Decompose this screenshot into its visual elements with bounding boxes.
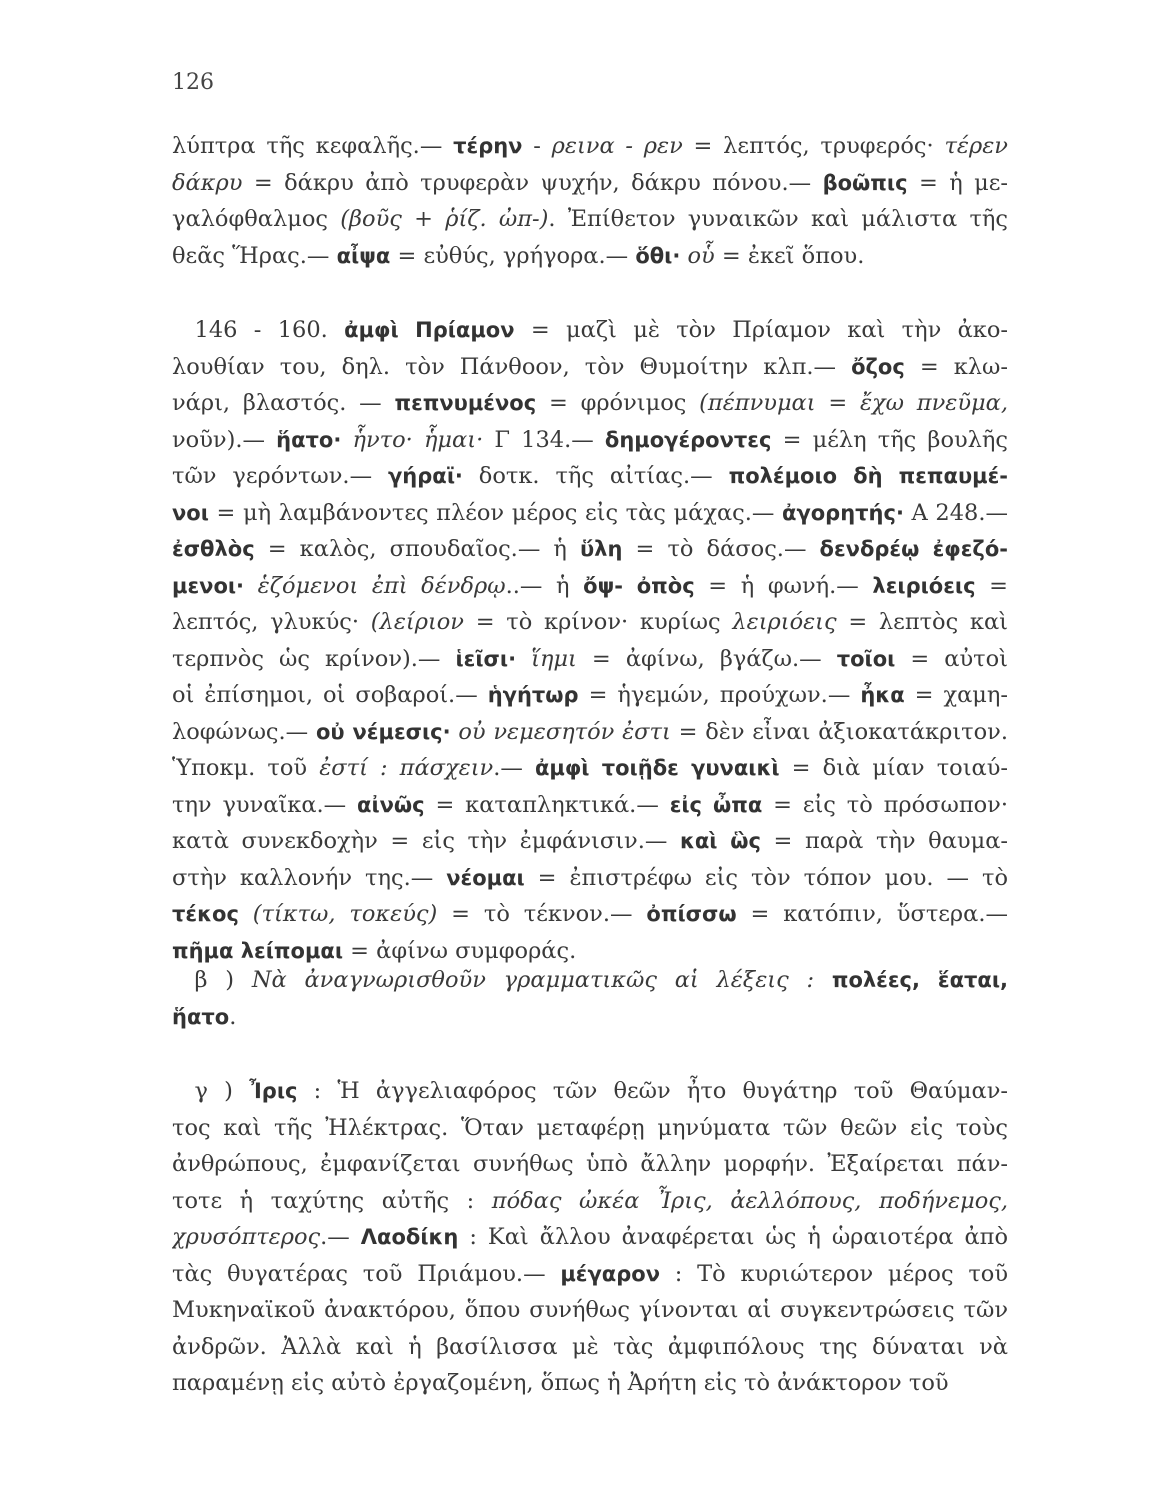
text-line: λεπτός, γλυκύς· (λείριον = τὸ κρίνον· κυρίως λειριόεις = λεπτὸς καὶ <box>172 609 1008 635</box>
text-line: 146 - 160. ἀμφὶ Πρίαμον = μαζὶ μὲ τὸν Πρίαμον καὶ τὴν ἀκο- <box>172 317 1008 343</box>
text-line: λοφώνως.— οὐ νέμεσις· οὐ νεμεσητόν ἐστι = δὲν εἶναι ἀξιοκατάκριτον. <box>172 718 1008 745</box>
text-line: λύπτρα τῆς κεφαλῆς.— τέρην - ρεινα - ρεν = λεπτός, τρυφερός· τέρεν <box>172 133 1008 159</box>
text-line: κατὰ συνεκδοχὴν = εἰς τὴν ἐμφάνισιν.— καὶ ὣς = παρὰ τὴν θαυμα- <box>172 828 1008 854</box>
text-line: τῶν γερόντων.— γήραϊ· δοτκ. τῆς αἰτίας.— πολέμοιο δὴ πεπαυμέ- <box>172 463 1008 489</box>
text-line: στὴν καλλονήν της.— νέομαι = ἐπιστρέφω εἰς τὸν τόπον μου. — τὸ <box>172 864 1008 891</box>
text-line: πῆμα λείπομαι = ἀφίνω συμφοράς. <box>172 937 577 964</box>
text-line: νοι = μὴ λαμβάνοντες πλέον μέρος εἰς τὰς μάχας.— ἀγορητής· Α 248.— <box>172 499 1008 526</box>
text-line: τος καὶ τῆς Ἠλέκτρας. Ὅταν μεταφέρῃ μηνύματα τῶν θεῶν εἰς τοὺς <box>172 1114 1008 1141</box>
text-line: τοτε ἡ ταχύτης αὐτῆς : πόδας ὠκέα Ἶρις, ἀελλόπους, ποδήνεμος, <box>172 1187 1008 1214</box>
text-line: χρυσόπτερος.— Λαοδίκη : Καὶ ἄλλου ἀναφέρεται ὡς ἡ ὡραιοτέρα ἀπὸ <box>172 1224 1008 1250</box>
text-line: νάρι, βλαστός. — πεπνυμένος = φρόνιμος (πέπνυμαι = ἔχω πνεῦμα, <box>172 390 1008 416</box>
text-line: τερπνὸς ὡς κρίνον).— ἱεῖσι· ἵημι = ἀφίνω, βγάζω.— τοῖοι = αὐτοὶ <box>172 645 1008 672</box>
paragraph-commentary-c <box>172 1073 1008 1402</box>
text-line: γ ) Ἶρις : Ἡ ἀγγελιαφόρος τῶν θεῶν ἦτο θυγάτηρ τοῦ Θαύμαν- <box>172 1078 1008 1104</box>
text-line: Μυκηναϊκοῦ ἀνακτόρου, ὅπου συνήθως γίνονται αἱ συγκεντρώσεις τῶν <box>172 1297 1008 1323</box>
text-line: λουθίαν του, δηλ. τὸν Πάνθοον, τὸν Θυμοίτην κλπ.— ὄζος = κλω- <box>172 353 1008 380</box>
text-line: ἥατο. <box>172 1003 237 1030</box>
paragraph-glossary-146-160 <box>172 312 1008 969</box>
text-line: Ὑποκμ. τοῦ ἐστί : πάσχειν.— ἀμφὶ τοιῇδε γυναικὶ = διὰ μίαν τοιαύ- <box>172 755 1008 781</box>
text-line: τέκος (τίκτω, τοκεύς) = τὸ τέκνον.— ὀπίσσω = κατόπιν, ὕστερα.— <box>172 901 1008 927</box>
text-line: ἀνθρώπους, ἐμφανίζεται συνήθως ὑπὸ ἄλλην μορφήν. Ἐξαίρεται πάν- <box>172 1151 1008 1177</box>
page-number: 126 <box>172 70 214 95</box>
text-line: οἱ ἐπίσημοι, οἱ σοβαροί.— ἡγήτωρ = ἡγεμών, προύχων.— ἦκα = χαμη- <box>172 682 1008 708</box>
text-line: ἀνδρῶν. Ἀλλὰ καὶ ἡ βασίλισσα μὲ τὰς ἀμφιπόλους της δύναται νὰ <box>172 1333 1008 1360</box>
text-line: μενοι· ἑζόμενοι ἐπὶ δένδρῳ..— ἡ ὄψ- ὀπὸς = ἡ φωνή.— λειριόεις = <box>172 572 1008 599</box>
paragraph-exercise-b <box>172 962 1008 1035</box>
text-line: ἐσθλὸς = καλὸς, σπουδαῖος.— ἡ ὕλη = τὸ δάσος.— δενδρέῳ ἐφεζό- <box>172 536 1008 562</box>
text-line: νοῦν).— ἥατο· ἧντο· ἧμαι· Γ 134.— δημογέροντες = μέλη τῆς βουλῆς <box>172 426 1008 453</box>
text-line: δάκρυ = δάκρυ ἀπὸ τρυφερὰν ψυχήν, δάκρυ πόνου.— βοῶπις = ἡ με- <box>172 169 1008 196</box>
text-line: β ) Νὰ ἀναγνωρισθοῦν γραμματικῶς αἱ λέξεις : πολέες, ἕαται, <box>172 967 1008 993</box>
paragraph-glossary-1 <box>172 128 1008 274</box>
text-line: θεᾶς Ἥρας.— αἶψα = εὐθύς, γρήγορα.— ὅθι· οὗ = ἐκεῖ ὅπου. <box>172 242 865 269</box>
text-line: την γυναῖκα.— αἰνῶς = καταπληκτικά.— εἰς ὦπα = εἰς τὸ πρόσωπον· <box>172 791 1008 818</box>
text-line: γαλόφθαλμος (βοῦς + ῥίζ. ὠπ-). Ἐπίθετον γυναικῶν καὶ μάλιστα τῆς <box>172 206 1008 232</box>
text-line: παραμένῃ εἰς αὐτὸ ἐργαζομένη, ὅπως ἡ Ἀρήτη εἰς τὸ ἀνάκτορον τοῦ <box>172 1370 949 1396</box>
text-line: τὰς θυγατέρας τοῦ Πριάμου.— μέγαρον : Τὸ κυριώτερον μέρος τοῦ <box>172 1260 1008 1287</box>
